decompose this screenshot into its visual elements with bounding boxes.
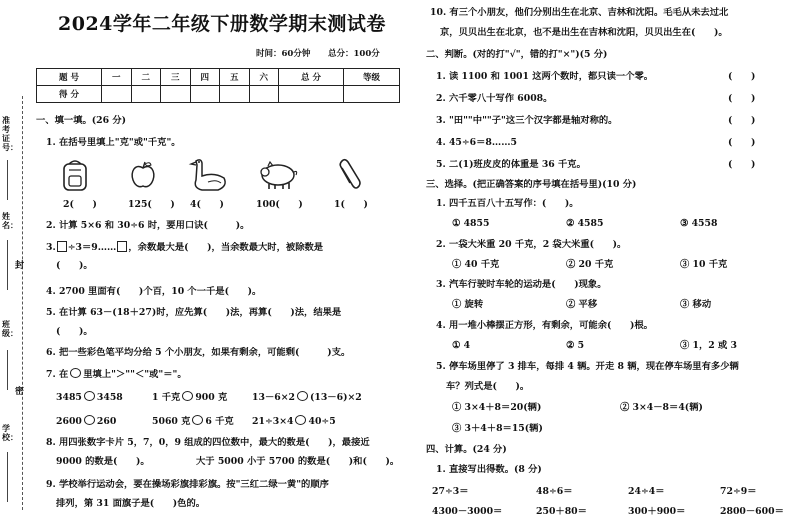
calc-item[interactable]: 250＋80＝ xyxy=(536,506,587,517)
section-1-heading: 一、填一填。(26 分) xyxy=(36,115,127,126)
judge-answer[interactable]: ( ) xyxy=(728,137,756,148)
choice-q5-tail: 车？列式是( )。 xyxy=(446,381,530,392)
calc-item[interactable]: 300＋900＝ xyxy=(628,506,686,517)
score-input-cell[interactable] xyxy=(131,86,161,103)
q1-4-text: 4. 2700 里面有( )个百，10 个一千是( )。 xyxy=(46,286,262,297)
score-cell: 六 xyxy=(249,69,279,86)
choice-option[interactable]: ② 平移 xyxy=(566,299,598,310)
q1-9-tail: 排列，第 31 面旗子是( )色的。 xyxy=(56,498,206,509)
calc-item[interactable]: 27÷3＝ xyxy=(432,486,469,497)
q1-5-tail: ( )。 xyxy=(56,326,93,337)
score-input-cell[interactable] xyxy=(220,86,250,103)
q1-9-text: 9. 学校举行运动会，要在操场彩旗排彩旗。按"三红二绿一黄"的顺序 xyxy=(46,479,329,490)
q1-7-suffix: 里填上"＞""＜"或"＝"。 xyxy=(83,369,187,380)
q1-8-tail-2: 大于 5000 小于 5700 的数是( )和( )。 xyxy=(196,456,400,467)
q1-1-text: 1. 在括号里填上"克"或"千克"。 xyxy=(46,137,181,148)
section-2-heading: 二、判断。(对的打"√"，错的打"×")(5 分) xyxy=(426,49,608,60)
seal-mark: 封 xyxy=(15,261,25,271)
choice-option[interactable]: ② 3×4－8＝4(辆) xyxy=(620,402,703,413)
score-cell: 五 xyxy=(220,69,250,86)
judge-item: 3. "田""中""子"这三个汉字都是轴对称的。 xyxy=(436,115,618,126)
choice-q1: 1. 四千五百八十五写作：( )。 xyxy=(436,198,579,209)
q1-2-text: 2. 计算 5×6 和 30÷6 时，要用口诀( )。 xyxy=(46,220,250,231)
score-table-header-row xyxy=(37,69,400,86)
score-cell: 二 xyxy=(131,69,161,86)
blank-square-icon[interactable] xyxy=(57,241,67,252)
calc-item[interactable]: 48÷6＝ xyxy=(536,486,573,497)
judge-item: 1. 读 1100 和 1001 这两个数时，都只读一个零。 xyxy=(436,71,654,82)
compare-circle-icon[interactable] xyxy=(192,415,203,425)
q1-10-text: 10. 有三个小朋友，他们分别出生在北京、吉林和沈阳。毛毛从未去过北 xyxy=(430,7,729,18)
judge-answer[interactable]: ( ) xyxy=(728,93,756,104)
score-table xyxy=(36,68,400,103)
q1-3-tail: ( )。 xyxy=(56,260,93,271)
q1-3-number: 3. xyxy=(46,242,56,253)
goose-icon xyxy=(188,156,230,194)
score-cell: 三 xyxy=(161,69,191,86)
q1-8-text: 8. 用四张数字卡片 5，7，0，9 组成的四位数中，最大的数是( )，最接近 xyxy=(46,437,370,448)
score-cell: 总 分 xyxy=(279,69,344,86)
q1-10-tail: 京，贝贝出生在北京，也不是出生在吉林和沈阳，贝贝出生在( )。 xyxy=(440,27,728,38)
choice-option[interactable]: ③ 移动 xyxy=(680,299,712,310)
choice-option[interactable]: ③ 3＋4＋8＝15(辆) xyxy=(452,423,543,434)
choice-option[interactable]: ② 20 千克 xyxy=(566,259,614,270)
section-3-heading: 三、选择。(把正确答案的序号填在括号里)(10 分) xyxy=(426,179,637,190)
score-cell: 一 xyxy=(102,69,132,86)
exam-total: 总分：100分 xyxy=(328,49,380,59)
q1-3-mid: ÷3＝9…… xyxy=(67,242,117,253)
seal-mark-2: 密 xyxy=(15,387,25,397)
q1-answer-2[interactable]: 125( ) xyxy=(128,199,175,210)
pig-icon xyxy=(256,160,300,190)
q1-8-tail: 9000 的数是( )。 xyxy=(56,456,150,467)
q1-7-text xyxy=(46,368,187,381)
judge-answer[interactable]: ( ) xyxy=(728,159,756,170)
score-input-cell[interactable] xyxy=(190,86,220,103)
q1-answer-3[interactable]: 4( ) xyxy=(190,199,224,210)
compare-item: 3485 3458 xyxy=(56,392,123,403)
score-input-cell[interactable] xyxy=(102,86,132,103)
q1-5-text: 5. 在计算 63－(18＋27)时，应先算( )法，再算( )法，结果是 xyxy=(46,307,342,318)
compare-circle-icon[interactable] xyxy=(295,415,306,425)
binding-dashed-line xyxy=(22,96,23,510)
student-id-line[interactable] xyxy=(7,160,8,200)
q1-3-text xyxy=(46,241,323,254)
compare-item: 13－6×2 (13－6)×2 xyxy=(252,392,362,403)
compare-item: 2600 260 xyxy=(56,416,117,427)
judge-item: 2. 六千零八十写作 6008。 xyxy=(436,93,553,104)
choice-option[interactable]: ① 旋转 xyxy=(452,299,484,310)
choice-option[interactable]: ③ 10 千克 xyxy=(680,259,728,270)
choice-q3: 3. 汽车行驶时车轮的运动是( )现象。 xyxy=(436,279,607,290)
compare-item: 1 千克 900 克 xyxy=(152,392,228,403)
section-4-heading: 四、计算。(24 分) xyxy=(426,444,507,455)
q1-answer-1[interactable]: 2( ) xyxy=(63,199,97,210)
score-input-cell[interactable] xyxy=(161,86,191,103)
compare-circle-icon[interactable] xyxy=(182,391,193,401)
page-title: 2024学年二年级下册数学期末测试卷 xyxy=(58,13,386,35)
judge-item: 5. 二(1)班皮皮的体重是 36 千克。 xyxy=(436,159,586,170)
judge-item: 4. 45÷6＝8……5 xyxy=(436,137,517,148)
calc-q1: 1. 直接写出得数。(8 分) xyxy=(436,464,542,475)
choice-option[interactable]: ② 4585 xyxy=(566,218,604,229)
score-table-score-row xyxy=(37,86,400,103)
score-cell: 题 号 xyxy=(37,69,102,86)
choice-option[interactable]: ① 4 xyxy=(452,340,471,351)
blank-circle-icon xyxy=(70,368,81,378)
apple-icon xyxy=(128,160,158,190)
choice-option[interactable]: ① 40 千克 xyxy=(452,259,500,270)
choice-q4: 4. 用一堆小棒摆正方形，有剩余，可能余( )根。 xyxy=(436,320,653,331)
calc-item[interactable]: 2800－600＝ xyxy=(720,506,784,517)
compare-circle-icon[interactable] xyxy=(84,415,95,425)
school-label: 学校： xyxy=(2,423,18,442)
compare-circle-icon[interactable] xyxy=(84,391,95,401)
judge-answer[interactable]: ( ) xyxy=(728,71,756,82)
q1-3-rest: ，余数最大是( )，当余数最大时，被除数是 xyxy=(128,242,324,253)
q1-answer-4[interactable]: 100( ) xyxy=(256,199,303,210)
choice-option[interactable]: ① 4855 xyxy=(452,218,490,229)
score-input-cell[interactable] xyxy=(344,86,400,103)
choice-option[interactable]: ③ 1，2 或 3 xyxy=(680,340,738,351)
q1-7-prefix: 7. 在 xyxy=(46,369,69,380)
name-label: 姓名： xyxy=(2,211,18,230)
choice-q5: 5. 停车场里停了 3 排车，每排 4 辆。开走 8 辆，现在停车场里有多少辆 xyxy=(436,361,739,372)
score-input-cell[interactable] xyxy=(249,86,279,103)
score-cell: 等级 xyxy=(344,69,400,86)
blank-square-icon[interactable] xyxy=(117,241,127,252)
choice-option[interactable]: ① 3×4＋8＝20(辆) xyxy=(452,402,542,413)
compare-item: 5060 克 6 千克 xyxy=(152,416,234,427)
q1-6-text: 6. 把一些彩色笔平均分给 5 个小朋友，如果有剩余，可能剩( )支。 xyxy=(46,347,351,358)
exam-time: 时间：60分钟 xyxy=(256,49,311,59)
class-label: 班级： xyxy=(2,319,18,338)
choice-option[interactable]: ③ 4558 xyxy=(680,218,718,229)
calc-item[interactable]: 72÷9＝ xyxy=(720,486,757,497)
judge-answer[interactable]: ( ) xyxy=(728,115,756,126)
score-cell: 得 分 xyxy=(37,86,102,103)
choice-q2: 2. 一袋大米重 20 千克，2 袋大米重( )。 xyxy=(436,239,627,250)
name-line[interactable] xyxy=(7,240,8,290)
compare-circle-icon[interactable] xyxy=(297,391,308,401)
backpack-icon xyxy=(60,158,90,192)
score-cell: 四 xyxy=(190,69,220,86)
school-line[interactable] xyxy=(7,452,8,502)
calc-item[interactable]: 24÷4＝ xyxy=(628,486,665,497)
calc-item[interactable]: 4300－3000＝ xyxy=(432,506,503,517)
score-input-cell[interactable] xyxy=(279,86,344,103)
q1-answer-5[interactable]: 1( ) xyxy=(334,199,368,210)
compare-item: 21÷3×4 40÷5 xyxy=(252,416,336,427)
paper-clip-icon xyxy=(336,158,362,192)
class-line[interactable] xyxy=(7,350,8,390)
student-id-label: 准考证号： xyxy=(2,115,18,152)
choice-option[interactable]: ② 5 xyxy=(566,340,585,351)
